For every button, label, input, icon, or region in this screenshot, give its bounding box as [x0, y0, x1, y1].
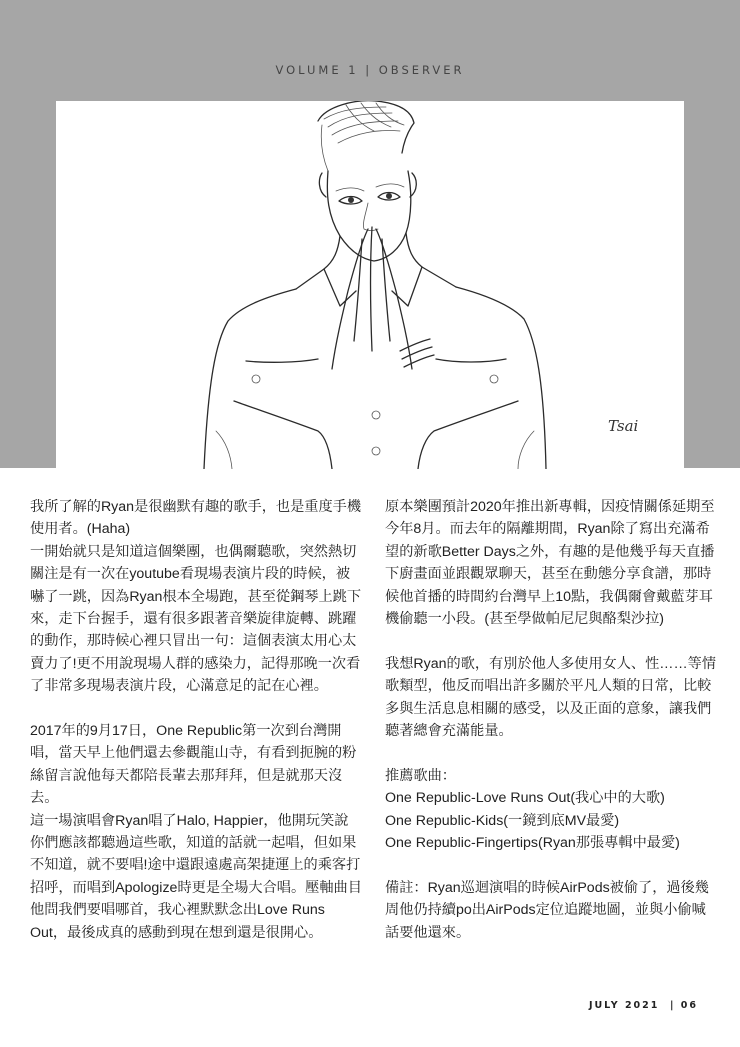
paragraph-song-themes: 我想Ryan的歌，有別於他人多使用女人、性……等情歌類型，他反而唱出許多關於平凡人類的日常，比較多與生活息息相關的感受，以及正面的意象，讓我們聽著總會充滿能量。: [385, 655, 717, 740]
artist-signature: Tsai: [608, 417, 639, 435]
recommended-song-item: One Republic-Fingertips(Ryan那張專輯中最愛): [385, 835, 680, 852]
page-footer-issue: JULY 2021 | 06: [588, 1000, 698, 1011]
paragraph-note-airpods: 備註：Ryan巡迴演唱的時候AirPods被偷了，過後幾周他仍持續po出AirPods定位追蹤地圖，並與小偷喊話要他還來。: [385, 879, 709, 941]
paragraph-concert-details: 這一場演唱會Ryan唱了Halo, Happier，他開玩笑說你們應該都聽過這些歌，知道的話就一起唱，但如果不知道，就不要唱!途中還跟遠處高架捷運上的乘客打招呼，而唱到Apologize時更是全場大合唱。壓軸曲目他問我們要唱哪首，我心裡默默念出Love Runs Out，最後成真的感動到現在想到還是很開心。: [30, 812, 362, 941]
article-left-column: [30, 496, 362, 944]
article-right-column: [385, 496, 717, 944]
recommended-song-item: One Republic-Kids(一鏡到底MV最愛): [385, 812, 620, 829]
paragraph-gap: [385, 630, 717, 652]
paragraph-new-album: 原本樂團預計2020年推出新專輯，因疫情關係延期至今年8月。而去年的隔離期間，Ryan除了寫出充滿希望的新歌Better Days之外，有趣的是他幾乎每天直播下廚畫面並跟觀眾聊天，甚至在動態分享食譜，那時候他首播的時間約台灣早上10點，我偶爾會戴藍芽耳機偷聽一小段。(甚至學做帕尼尼與酪梨沙拉): [385, 499, 715, 628]
paragraph-gap: [385, 742, 717, 764]
paragraph-first-impression: 一開始就只是知道這個樂團，也偶爾聽歌，突然熱切關注是有一次在youtube看現場表演片段的時候，被嚇了一跳，因為Ryan根本全場跑，甚至從鋼琴上跳下來，走下台握手，還有很多跟著音樂旋律旋轉、跳躍的動作，那時候心裡只冒出一句：這個表演太用心太賣力了!更不用說現場人群的感染力，記得那晚一次看了非常多現場表演片段，心滿意足的記在心裡。: [30, 543, 362, 695]
paragraph-intro: 我所了解的Ryan是很幽默有趣的歌手，也是重度手機使用者。(Haha): [30, 499, 362, 538]
recommended-song-item: One Republic-Love Runs Out(我心中的大歌): [385, 790, 665, 807]
paragraph-gap: [385, 854, 717, 876]
portrait-illustration: [56, 101, 684, 469]
paragraph-gap: [30, 698, 362, 720]
sketch-portrait-image: [56, 101, 684, 469]
recommended-songs-heading: 推薦歌曲：: [385, 767, 456, 784]
masthead: VOLUME 1 | OBSERVER: [275, 63, 465, 77]
paragraph-taiwan-concert: 2017年的9月17日，One Republic第一次到台灣開唱，當天早上他們還去參觀龍山寺，有看到扼腕的粉絲留言說他每天都陪長輩去那拜拜，但是就那天沒去。: [30, 723, 357, 807]
